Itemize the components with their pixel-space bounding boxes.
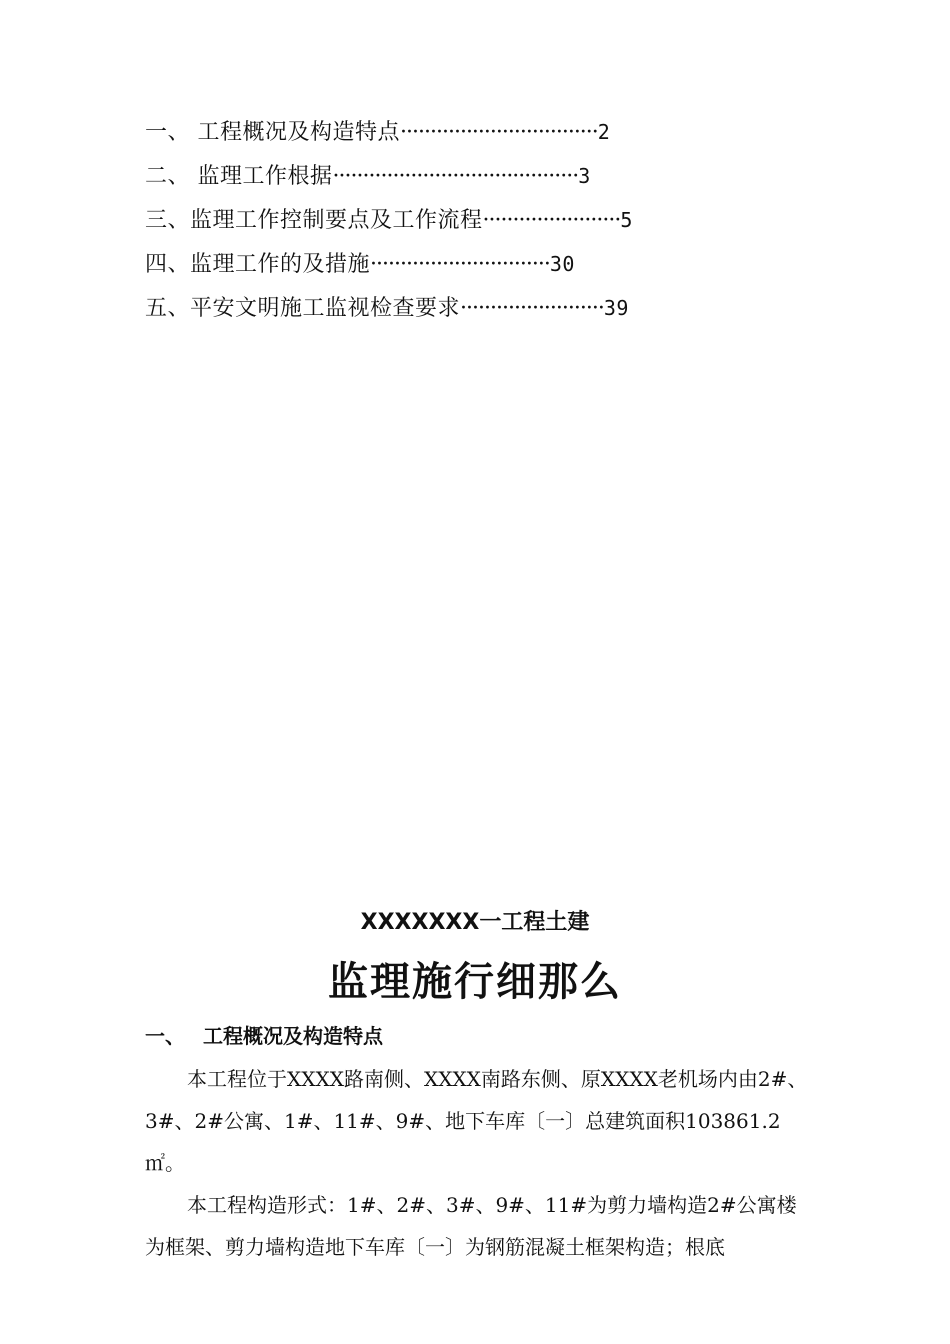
toc-entry-number: 三、 xyxy=(145,208,191,233)
toc-page-number: 30 xyxy=(549,252,575,276)
section-title: 工程概况及构造特点 xyxy=(203,1024,383,1048)
document-subtitle: XXXXXXX一工程土建 xyxy=(360,910,590,935)
toc-leader-dots: ································· xyxy=(400,120,598,145)
toc-entry-5[interactable] xyxy=(145,288,825,332)
toc-entry-number: 一、 xyxy=(145,120,191,145)
toc-leader-dots: ························ xyxy=(460,296,604,321)
toc-entry-label: 监理工作的及措施 xyxy=(190,252,371,277)
paragraph: 本工程构造形式：1#、2#、3#、9#、11#为剪力墙构造2#公寓楼为框架、剪力墙构造地下车库〔一〕为钢筋混凝土框架构造；根底 xyxy=(145,1193,797,1259)
toc-leader-dots: ······················· xyxy=(482,208,621,233)
toc-page-number: 3 xyxy=(578,164,591,188)
toc-entry-label: 监理工作根据 xyxy=(190,164,333,189)
toc-leader-dots: ········································· xyxy=(332,164,579,189)
body-text xyxy=(145,1058,815,1268)
section-heading xyxy=(145,1020,383,1049)
toc-entry-4[interactable] xyxy=(145,244,825,288)
toc-entry-label: 监理工作控制要点及工作流程 xyxy=(190,208,483,233)
toc-leader-dots: ······························ xyxy=(370,252,550,277)
toc-entry-3[interactable] xyxy=(145,200,825,244)
toc-page-number: 5 xyxy=(620,208,633,232)
toc-entry-number: 四、 xyxy=(145,252,191,277)
toc-page-number: 2 xyxy=(597,120,611,144)
toc-entry-1[interactable] xyxy=(145,112,825,156)
document-title: 监理施行细那么 xyxy=(328,959,622,1005)
toc-entry-number: 二、 xyxy=(145,164,191,189)
toc-page-number: 39 xyxy=(603,296,629,320)
toc-entry-number: 五、 xyxy=(145,296,191,321)
toc-entry-label: 工程概况及构造特点 xyxy=(190,120,401,145)
table-of-contents xyxy=(145,112,825,332)
section-number: 一、 xyxy=(145,1024,185,1048)
toc-entry-label: 平安文明施工监视检查要求 xyxy=(190,296,461,321)
paragraph: 本工程位于XXXX路南侧、XXXX南路东侧、原XXXX老机场内由2#、3#、2#公寓、1#、11#、9#、地下车库〔一〕总建筑面积103861.2㎡。 xyxy=(145,1067,808,1175)
toc-entry-2[interactable] xyxy=(145,156,825,200)
